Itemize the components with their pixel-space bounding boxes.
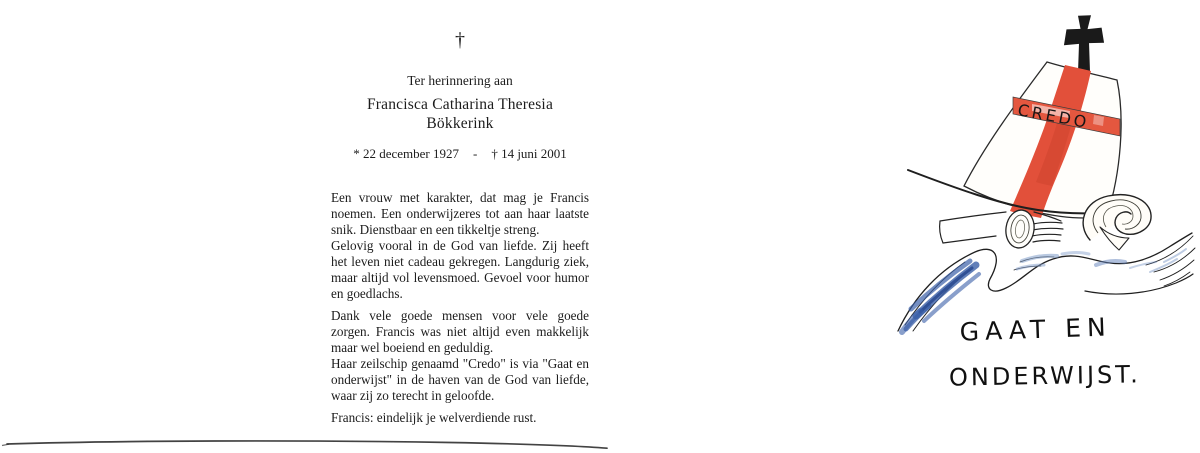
paragraph-3: Dank vele goede mensen voor vele goede zorgen. Francis was niet altijd even makkelijk maar wel boeiend en geduldig.	[331, 308, 589, 355]
name-line-2: Bökkerink	[426, 115, 494, 132]
caption-line-1: GAAT EN	[959, 312, 1113, 347]
stern-scroll	[1083, 195, 1151, 250]
dagger-symbol: †	[455, 29, 465, 51]
paragraph-1: Een vrouw met karakter, dat mag je Francis noemen. Een onderwijzeres tot aan haar laatste snik. Dienstbaar en een tikkeltje streng.	[331, 190, 589, 237]
name-line-1: Francisca Catharina Theresia	[366, 96, 554, 113]
date-separator: -	[472, 146, 478, 161]
cross-icon	[1063, 14, 1105, 73]
left-page	[331, 30, 589, 426]
memorial-line: Ter herinnering aan	[407, 73, 513, 88]
boat-hull	[940, 212, 1063, 243]
paragraph-2: Gelovig vooral in de God van liefde. Zij heeft het leven niet cadeau gekregen. Langdurig ziek, maar altijd vol levensmoed. Gevoel voor humor en goedlachs.	[331, 238, 589, 301]
sailboat-drawing	[880, 0, 1200, 453]
memorial-text	[331, 190, 589, 426]
caption-line-2: ONDERWIJST.	[948, 360, 1141, 392]
credo-sail-label: CREDO	[1016, 100, 1091, 133]
paragraph-5: Francis: eindelijk je welverdiende rust.	[331, 410, 537, 425]
life-dates	[331, 146, 589, 161]
paragraph-4: Haar zeilschip genaamd "Credo" is via "Gaat en onderwijst" in de haven van de God van liefde, waar zij zo terecht in geloofde.	[331, 356, 589, 403]
birth-date: * 22 december 1927	[353, 146, 459, 161]
deceased-name	[331, 95, 589, 133]
death-date: † 14 juni 2001	[491, 146, 567, 161]
caption	[949, 312, 1141, 391]
